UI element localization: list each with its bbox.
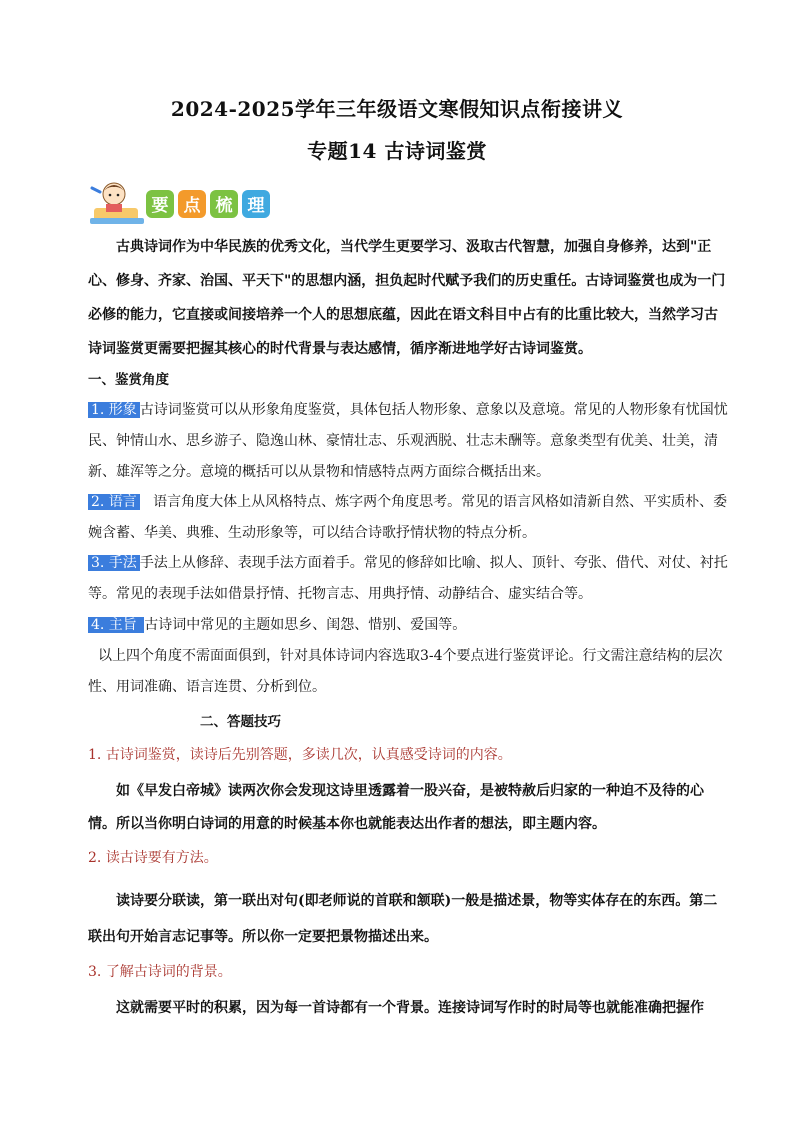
intro-paragraph: 古典诗词作为中华民族的优秀文化，当代学生更要学习、汲取古代智慧，加强自身修养，达到"正心、修身、齐家、治国、平天下"的思想内涵，担负起时代赋予我们的历史重任。古诗词鉴赏也成为一门必修的能力，它直接或间接培养一个人的思想底蕴，因此在语文科目中占有的比重比较大，当然学习古诗词鉴赏更需要把握其核心的时代背景与表达感情，循序渐进地学好古诗词鉴赏。 <box>88 239 726 357</box>
angle-text-technique: 手法上从修辞、表现手法方面着手。常见的修辞如比喻、拟人、顶针、夸张、借代、对仗、衬托等。常见的表现手法如借景抒情、托物言志、用典抒情、动静结合、虚实结合等。 <box>88 555 728 602</box>
angle-item-language <box>88 487 728 549</box>
tip-2-body: 读诗要分联读，第一联出对句(即老师说的首联和颔联)一般是描述景，物等实体存在的东西。第二联出句开始言志记事等。所以你一定要把景物描述出来。 <box>88 893 718 945</box>
document-title: 2024-2025学年三年级语文寒假知识点衔接讲义 <box>170 97 624 121</box>
angle-item-image <box>88 395 728 488</box>
badge-char-4: 理 <box>247 196 265 216</box>
badge-char-1: 要 <box>151 196 169 216</box>
angle-tag-technique: 3. 手法 <box>88 555 140 571</box>
section-heading-answering-tips: 二、答题技巧 <box>200 714 281 730</box>
cartoon-child-icon <box>90 183 144 224</box>
tip-3-title-text: 了解古诗词的背景。 <box>105 964 232 980</box>
tip-3-body: 这就需要平时的积累，因为每一首诗都有一个背景。连接诗词写作时的时局等也就能准确把握作 <box>116 1000 704 1016</box>
tip-1-title <box>88 740 728 771</box>
tip-2-title <box>88 843 728 874</box>
tip-3-title <box>88 957 728 988</box>
tip-3-number: 3. <box>88 964 102 980</box>
document-subtitle: 专题14 古诗词鉴赏 <box>307 139 487 163</box>
angle-tag-language: 2. 语言 <box>88 494 140 510</box>
angle-item-theme <box>88 610 728 641</box>
badge-char-2: 点 <box>183 196 201 216</box>
angle-text-language: 语言角度大体上从风格特点、炼字两个角度思考。常见的语言风格如清新自然、平实质朴、委婉含蓄、华美、典雅、生动形象等，可以结合诗歌抒情状物的特点分析。 <box>88 494 728 541</box>
key-points-label-boxes <box>146 190 270 218</box>
angles-summary: 以上四个角度不需面面俱到，针对具体诗词内容选取3-4个要点进行鉴赏评论。行文需注意结构的层次性、用词准确、语言连贯、分析到位。 <box>88 648 723 695</box>
tip-1-body: 如《早发白帝城》读两次你会发现这诗里透露着一股兴奋，是被特赦后归家的一种迫不及待的心情。所以当你明白诗词的用意的时候基本你也就能表达出作者的想法，即主题内容。 <box>88 783 704 832</box>
tip-2-title-text: 读古诗要有方法。 <box>105 850 218 866</box>
tip-1-number: 1. <box>88 747 102 763</box>
angle-item-technique <box>88 548 728 610</box>
angle-text-theme: 古诗词中常见的主题如思乡、闺怨、惜别、爱国等。 <box>144 617 467 633</box>
tip-1-title-text: 古诗词鉴赏，读诗后先别答题，多读几次，认真感受诗词的内容。 <box>105 747 512 763</box>
section-heading-appreciation-angles: 一、鉴赏角度 <box>88 372 169 388</box>
angle-tag-image: 1. 形象 <box>88 402 140 418</box>
badge-char-3: 梳 <box>215 196 233 216</box>
key-points-badge <box>88 178 278 226</box>
angle-text-image: 古诗词鉴赏可以从形象角度鉴赏，具体包括人物形象、意象以及意境。常见的人物形象有忧国忧民、钟情山水、思乡游子、隐逸山林、豪情壮志、乐观洒脱、壮志未酬等。意象类型有优美、壮美，清新、雄浑等之分。意境的概括可以从景物和情感特点两方面综合概括出来。 <box>88 402 728 480</box>
tip-2-number: 2. <box>88 850 102 866</box>
angle-tag-theme: 4. 主旨 <box>88 617 144 633</box>
